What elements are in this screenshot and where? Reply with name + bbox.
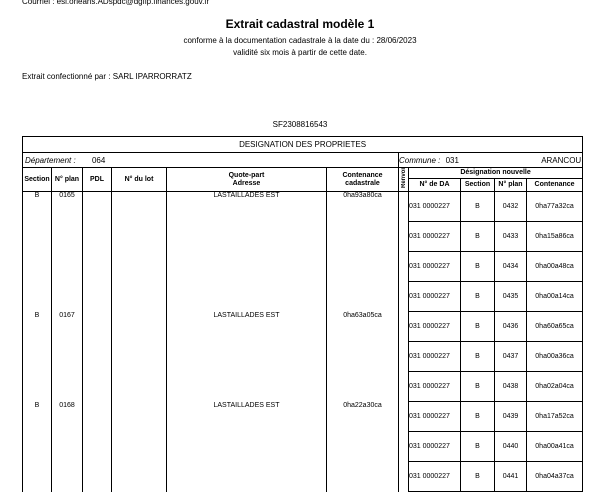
cell-section: B xyxy=(23,192,52,222)
cell-nplan: 0437 xyxy=(495,342,527,372)
cell-section xyxy=(23,432,52,462)
cell-pdl xyxy=(83,192,112,222)
cell-section xyxy=(23,282,52,312)
cell-renvoi xyxy=(399,372,409,402)
cell-renvoi xyxy=(399,282,409,312)
cell-ncont: 0ha00a48ca xyxy=(527,252,583,282)
cell-address: LASTAILLADES EST xyxy=(167,312,327,342)
cell-address xyxy=(167,222,327,252)
cell-renvoi xyxy=(399,462,409,492)
table-row xyxy=(23,462,583,492)
cell-plan xyxy=(52,372,83,402)
cell-cont xyxy=(327,432,399,462)
cell-nsec: B xyxy=(461,252,495,282)
validity-line: validité six mois à partir de cette date. xyxy=(233,48,367,57)
cell-pdl xyxy=(83,432,112,462)
made-by-value: SARL IPARRORRATZ xyxy=(112,72,192,81)
cell-ncont: 0ha77a32ca xyxy=(527,192,583,222)
made-by-label: Extrait confectionné par : xyxy=(22,72,111,81)
cell-plan xyxy=(52,342,83,372)
cell-nplan: 0432 xyxy=(495,192,527,222)
cell-address xyxy=(167,282,327,312)
cell-ncont: 0ha60a65ca xyxy=(527,312,583,342)
cell-cont xyxy=(327,252,399,282)
conformity-date: 28/06/2023 xyxy=(376,36,417,45)
cell-nsec: B xyxy=(461,192,495,222)
cell-lot xyxy=(112,222,167,252)
cell-renvoi xyxy=(399,192,409,222)
cell-da: 031 0000227 xyxy=(409,432,461,462)
table-row xyxy=(23,432,583,462)
cell-address xyxy=(167,372,327,402)
cell-nsec: B xyxy=(461,282,495,312)
cell-renvoi xyxy=(399,342,409,372)
cell-nsec: B xyxy=(461,372,495,402)
made-by-line xyxy=(22,72,192,81)
cell-da: 031 0000227 xyxy=(409,402,461,432)
cell-nplan: 0441 xyxy=(495,462,527,492)
col-lot: N° du lot xyxy=(112,168,167,192)
departement-value: 064 xyxy=(91,155,106,165)
col-adresse-label: Adresse xyxy=(232,179,261,187)
table-row xyxy=(23,402,583,432)
table-row xyxy=(23,372,583,402)
cell-section xyxy=(23,462,52,492)
col-new-section: Section xyxy=(461,179,495,192)
cell-nplan: 0435 xyxy=(495,282,527,312)
cell-cont xyxy=(327,222,399,252)
cell-cont: 0ha22a30ca xyxy=(327,402,399,432)
cell-nplan: 0440 xyxy=(495,432,527,462)
contact-email: Courriel : esi.orleans.ADspdc@dgfip.finances.gouv.fr xyxy=(22,0,210,6)
cell-lot xyxy=(112,312,167,342)
cell-lot xyxy=(112,462,167,492)
table-row xyxy=(23,222,583,252)
cell-nplan: 0439 xyxy=(495,402,527,432)
commune-code: 031 xyxy=(445,155,459,165)
cell-nplan: 0436 xyxy=(495,312,527,342)
cell-lot xyxy=(112,432,167,462)
cell-plan xyxy=(52,282,83,312)
cell-renvoi xyxy=(399,222,409,252)
cell-cont xyxy=(327,462,399,492)
cell-cont: 0ha63a05ca xyxy=(327,312,399,342)
cell-da: 031 0000227 xyxy=(409,222,461,252)
cell-da: 031 0000227 xyxy=(409,372,461,402)
cell-renvoi xyxy=(399,432,409,462)
cell-section xyxy=(23,372,52,402)
cell-plan xyxy=(52,462,83,492)
cell-ncont: 0ha00a14ca xyxy=(527,282,583,312)
cell-pdl xyxy=(83,282,112,312)
conformity-label: conforme à la documentation cadastrale à la date du : xyxy=(183,36,375,45)
table-row xyxy=(23,342,583,372)
col-new-plan: N° plan xyxy=(495,179,527,192)
cell-ncont: 0ha04a37ca xyxy=(527,462,583,492)
table-row xyxy=(23,312,583,342)
conformity-line xyxy=(0,36,600,45)
cell-plan xyxy=(52,432,83,462)
cell-ncont: 0ha17a52ca xyxy=(527,402,583,432)
col-section: Section xyxy=(23,168,52,192)
cell-address: LASTAILLADES EST xyxy=(167,402,327,432)
table-row xyxy=(23,192,583,222)
cell-pdl xyxy=(83,372,112,402)
cell-cont: 0ha93a80ca xyxy=(327,192,399,222)
col-cadastrale-label: cadastrale xyxy=(345,179,380,187)
cell-ncont: 0ha15a86ca xyxy=(527,222,583,252)
cell-plan xyxy=(52,222,83,252)
table-body xyxy=(23,192,583,492)
col-da: N° de DA xyxy=(409,179,461,192)
cell-renvoi xyxy=(399,402,409,432)
cell-ncont: 0ha00a41ca xyxy=(527,432,583,462)
cell-nsec: B xyxy=(461,462,495,492)
cell-ncont: 0ha02a04ca xyxy=(527,372,583,402)
cell-nsec: B xyxy=(461,432,495,462)
col-quote-adresse xyxy=(167,168,327,192)
designation-title: DESIGNATION DES PROPRIETES xyxy=(23,137,583,153)
col-contenance-label: Contenance xyxy=(342,171,383,179)
cell-pdl xyxy=(83,252,112,282)
cell-da: 031 0000227 xyxy=(409,192,461,222)
cell-lot xyxy=(112,282,167,312)
cell-nsec: B xyxy=(461,312,495,342)
departement-label: Département : xyxy=(25,155,76,165)
col-renvoi-label: Renvoi xyxy=(400,168,407,189)
cell-nsec: B xyxy=(461,222,495,252)
cell-nplan: 0438 xyxy=(495,372,527,402)
col-pdl: PDL xyxy=(83,168,112,192)
col-new-contenance: Contenance xyxy=(527,179,583,192)
cell-address xyxy=(167,462,327,492)
cell-da: 031 0000227 xyxy=(409,252,461,282)
commune-label: Commune : xyxy=(399,155,441,165)
col-new-designation: Désignation nouvelle xyxy=(409,168,583,179)
cell-pdl xyxy=(83,312,112,342)
cell-plan: 0167 xyxy=(52,312,83,342)
table-row xyxy=(23,252,583,282)
cell-da: 031 0000227 xyxy=(409,312,461,342)
cell-da: 031 0000227 xyxy=(409,342,461,372)
cell-nplan: 0433 xyxy=(495,222,527,252)
cell-lot xyxy=(112,402,167,432)
cell-cont xyxy=(327,342,399,372)
properties-table xyxy=(22,136,583,492)
cell-nsec: B xyxy=(461,402,495,432)
cell-lot xyxy=(112,372,167,402)
cell-address: LASTAILLADES EST xyxy=(167,192,327,222)
cell-pdl xyxy=(83,222,112,252)
cell-pdl xyxy=(83,462,112,492)
cell-pdl xyxy=(83,342,112,372)
cell-lot xyxy=(112,192,167,222)
cell-address xyxy=(167,432,327,462)
cell-lot xyxy=(112,342,167,372)
cell-ncont: 0ha00a36ca xyxy=(527,342,583,372)
cell-nsec: B xyxy=(461,342,495,372)
cell-renvoi xyxy=(399,252,409,282)
cell-da: 031 0000227 xyxy=(409,462,461,492)
cell-da: 031 0000227 xyxy=(409,282,461,312)
cell-cont xyxy=(327,282,399,312)
cell-section xyxy=(23,252,52,282)
cell-section: B xyxy=(23,402,52,432)
col-contenance xyxy=(327,168,399,192)
cell-section xyxy=(23,222,52,252)
cell-plan: 0168 xyxy=(52,402,83,432)
document-title: Extrait cadastral modèle 1 xyxy=(225,17,375,31)
cell-section: B xyxy=(23,312,52,342)
col-renvoi xyxy=(399,168,409,192)
table-row xyxy=(23,282,583,312)
cell-plan xyxy=(52,252,83,282)
cell-lot xyxy=(112,252,167,282)
cell-section xyxy=(23,342,52,372)
cell-nplan: 0434 xyxy=(495,252,527,282)
cell-address xyxy=(167,252,327,282)
cell-plan: 0165 xyxy=(52,192,83,222)
cell-pdl xyxy=(83,402,112,432)
commune-cell xyxy=(399,153,583,168)
cell-renvoi xyxy=(399,312,409,342)
commune-name: ARANCOU xyxy=(541,155,582,165)
col-plan: N° plan xyxy=(52,168,83,192)
cell-address xyxy=(167,342,327,372)
col-quote-label: Quote-part xyxy=(228,171,265,179)
reference-number: SF2308816543 xyxy=(272,120,328,129)
departement-cell xyxy=(23,153,399,168)
cell-cont xyxy=(327,372,399,402)
